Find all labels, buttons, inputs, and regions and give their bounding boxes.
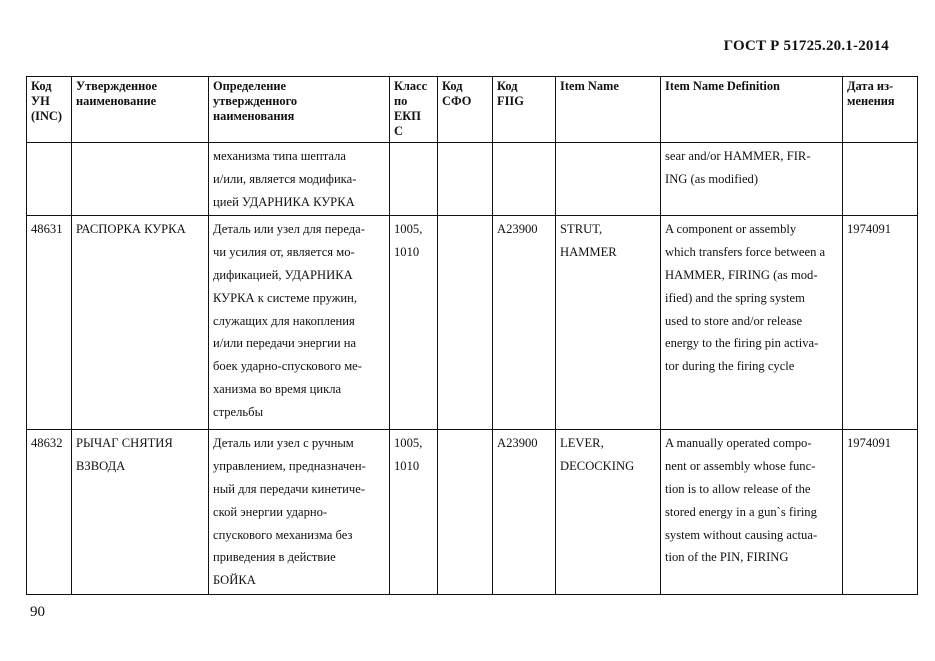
item-name-cell [556,430,661,595]
column-header-line: СФО [442,94,472,108]
fiig-cell: A23900 [493,430,556,595]
cell-line: спускового механизма без [213,527,353,542]
column-header-fiig [493,77,556,143]
column-header-definition [209,77,390,143]
cell-line: STRUT, [560,222,603,237]
cell-line: tion of the PIN, FIRING [665,550,789,565]
cell-line: служащих для накопления [213,313,355,328]
column-header-line: Код [31,79,52,93]
table-header-row [27,77,918,143]
cell-line: stored energy in a gun`s firing [665,504,817,519]
definition-cell [209,143,390,216]
cell-line: БОЙКА [213,573,256,588]
cell-line: стрельбы [213,404,264,419]
cell-line: ВЗВОДА [76,459,126,474]
cell-line: боек ударно-спускового ме- [213,359,362,374]
column-header-approved-name [72,77,209,143]
approved-name-cell [72,430,209,595]
cell-line: механизма типа шептала [213,149,346,163]
column-header-sfo [438,77,493,143]
cell-line: LEVER, [560,436,604,451]
column-header-line: FIIG [497,94,524,108]
cell-line: system without causing actua- [665,527,818,542]
column-header-inc [27,77,72,143]
definition-cell [209,430,390,595]
column-header-line: Дата из- [847,79,894,93]
column-header-line: Код [442,79,463,93]
column-header-item-name [556,77,661,143]
cell-line: и/или, является модифика- [213,171,357,186]
item-definition-cell [661,143,843,216]
column-header-line: Item Name [560,79,619,93]
cell-line: Деталь или узел для переда- [213,222,365,237]
column-header-line: С [394,124,403,138]
page-number: 90 [30,604,45,620]
definition-cell [209,216,390,430]
sfo-cell [438,430,493,595]
nomenclature-table [26,76,918,595]
cell-line: чи усилия от, является мо- [213,245,355,260]
cell-line: ING (as modified) [665,171,759,186]
cell-line: управлением, предназначен- [213,459,366,474]
column-header-line: наименование [76,94,157,108]
change-date-cell [843,143,918,216]
cell-line: цией УДАРНИКА КУРКА [213,194,355,209]
cell-line: tor during the firing cycle [665,359,795,374]
class-cell [390,143,438,216]
column-header-line: Код [497,79,518,93]
cell-line: A component or assembly [665,222,797,237]
cell-line: HAMMER, FIRING (as mod- [665,267,818,282]
class-cell [390,430,438,595]
cell-line: дификацией, УДАРНИКА [213,267,353,282]
column-header-line: (INC) [31,109,62,123]
cell-line: КУРКА к системе пружин, [213,290,358,305]
cell-line: 1010 [394,245,420,260]
column-header-class [390,77,438,143]
cell-line: и/или передачи энергии на [213,336,357,351]
column-header-line: Определение [213,79,287,93]
approved-name-cell [72,216,209,430]
item-definition-cell [661,430,843,595]
column-header-line: Утвержденное [76,79,157,93]
cell-line: sear and/or HAMMER, FIR- [665,149,811,163]
cell-line: HAMMER [560,245,617,260]
cell-line: nent or assembly whose func- [665,459,816,474]
approved-name-cell [72,143,209,216]
cell-line: 1005, [394,436,423,451]
item-name-cell [556,143,661,216]
cell-line: 1010 [394,459,420,474]
cell-line: which transfers force between a [665,245,826,260]
column-header-item-definition [661,77,843,143]
cell-line: ified) and the spring system [665,290,805,305]
change-date-cell: 1974091 [843,216,918,430]
fiig-cell: A23900 [493,216,556,430]
sfo-cell [438,216,493,430]
cell-line: 1005, [394,222,423,237]
item-name-cell [556,216,661,430]
cell-line: РАСПОРКА КУРКА [76,222,186,237]
cell-line: приведения в действие [213,550,336,565]
fiig-cell [493,143,556,216]
column-header-line: УН [31,94,50,108]
inc-cell: 48631 [27,216,72,430]
cell-line: used to store and/or release [665,313,803,328]
column-header-line: утвержденного [213,94,298,108]
cell-line: РЫЧАГ СНЯТИЯ [76,436,173,451]
class-cell [390,216,438,430]
inc-cell [27,143,72,216]
sfo-cell [438,143,493,216]
column-header-line: наименования [213,109,295,123]
standard-code: ГОСТ Р 51725.20.1-2014 [723,38,889,54]
cell-line: A manually operated compo- [665,436,812,451]
column-header-change-date [843,77,918,143]
table-row [27,143,918,216]
column-header-line: по [394,94,408,108]
column-header-line: Item Name Definition [665,79,780,93]
change-date-cell: 1974091 [843,430,918,595]
column-header-line: менения [847,94,895,108]
inc-cell: 48632 [27,430,72,595]
item-definition-cell [661,216,843,430]
column-header-line: ЕКП [394,109,421,123]
cell-line: ханизма во время цикла [213,381,342,396]
cell-line: Деталь или узел с ручным [213,436,354,451]
cell-line: ный для передачи кинетиче- [213,481,366,496]
cell-line: tion is to allow release of the [665,481,811,496]
cell-line: energy to the firing pin activa- [665,336,819,351]
cell-line: ской энергии ударно- [213,504,328,519]
cell-line: DECOCKING [560,459,635,474]
table-row [27,430,918,595]
table-row [27,216,918,430]
column-header-line: Класс [394,79,428,93]
